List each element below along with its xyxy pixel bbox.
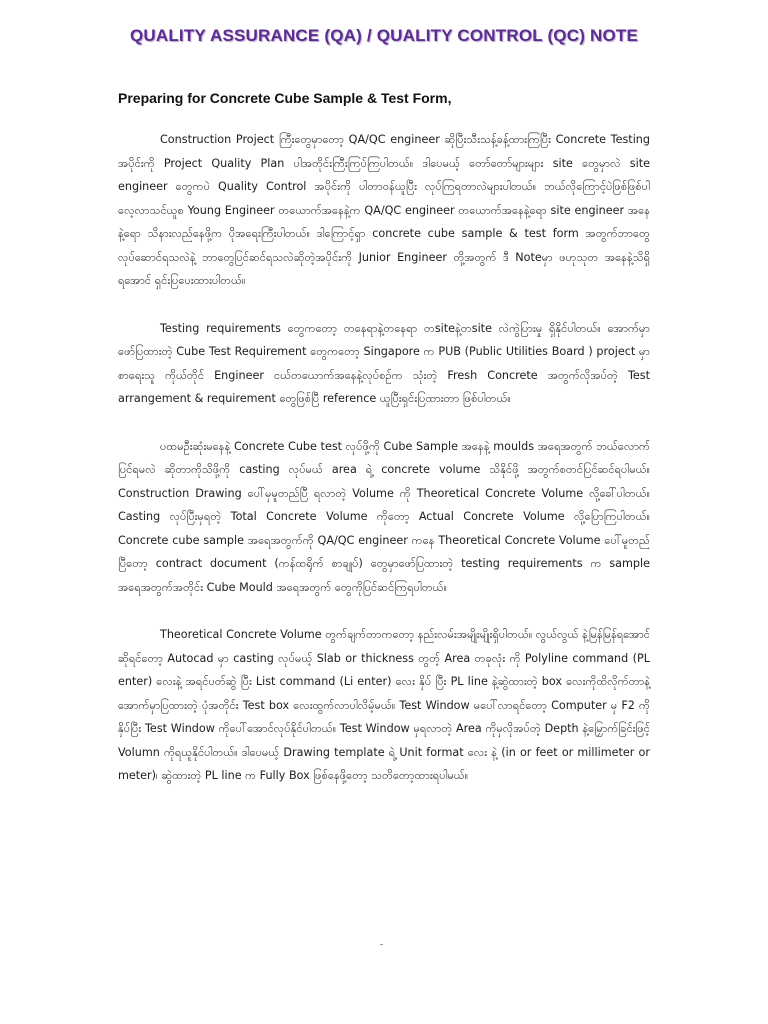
section-heading: Preparing for Concrete Cube Sample & Test Form, xyxy=(118,90,452,106)
paragraph-1: Construction Project ကြီးတွေမှာတော့ QA/QC engineer ဆိုပြီးသီးသန့်ခန့်ထားကြပြီး Concrete Testing အပိုင်းကို Project Quality Plan ပါအတိုင်းကြီးကြပ်ကြပါတယ်။ ဒါပေမယ့် တော်တော်များများ site တွေမှာလဲ site engineer တွေကပဲ Quality Control အပိုင်းကို ပါတာဝန်ယူပြီး လုပ်ကြရတာလဲများပါတယ်။ ဘယ်လိုကြောင့်ပဲဖြစ်ဖြစ်ပါ လေ့လာသင်ယူစ Young Engineer တယောက်အနေနဲ့က QA/QC engineer တယောက်အနေနဲ့ရော site engineer အနေနဲ့ရော သိနားလည်နေဖို့က ပိုအရေးကြီးပါတယ်။ ဒါကြောင့်ရှာ concrete cube sample & test form အတွက်ဘာတွေ လုပ်ဆောင်ရသလဲနဲ့ ဘာတွေပြင်ဆင်ရသလဲဆိုတဲ့အပိုင်းကို Junior Engineer တို့အတွက် ဒီ Noteမှာ ဖဟုသုတ အနေနဲ့သိရှိရအောင် ရှင်းပြပေးထားပါတယ်။ xyxy=(118,133,650,287)
paragraph-4: Theoretical Concrete Volume တွက်ချက်တာကတော့ နည်းလမ်းအမျိုးမျိုးရှိပါတယ်။ လွယ်လွယ် နဲ့မြန်မြန်ရအောင်ဆိုရင်တော့ Autocad မှာ casting လုပ်မယ့် Slab or thickness တွတ့် Area တခုလုံး ကို Polyline command (PL enter) လေးနဲ့ အရင်ပတ်ဆွဲ ပြီး List command (Li enter) လေး နှိပ် ပြီး PL line နဲ့ဆွဲထားတဲ့ box လေးကိုထိလိုက်တာနဲ့ အောက်မှာပြထားတဲ့ ပုံအတိုင်း Test box လေးထွက်လာပါလိမ့်မယ်။ Test Window မပေါ်လာရင်တော့ Computer မှ F2 ကိုနှိပ်ပြီး Test Window ကိုပေါ်အောင်လုပ်နိုင်ပါတယ်။ Test Window မှရလာတဲ့ Area ကိုမှလိုအပ်တဲ့ Depth နဲ့မြှောက်ခြင်းဖြင့် Volumn ကိုရယူနိုင်ပါတယ်။ ဒါပေမယ့် Drawing template ရဲ့ Unit format လေး နဲ့ (in or feet or millimeter or meter)၊ ဆွဲထားတဲ့ PL line က Fully Box ဖြစ်နေဖို့တော့ သတိတော့ထားရပါမယ်။ xyxy=(118,628,650,782)
document-body xyxy=(118,128,650,812)
paragraph-2: Testing requirements တွေကတော့ တနေရာနဲ့တနေရာ တsiteနဲ့တsite လဲကွဲပြားမှု ရှိနိုင်ပါတယ်။ အောက်မှာဖော်ပြထားတဲ့ Cube Test Requirement တွေကတော့ Singapore က PUB (Public Utilities Board ) project မှာ စာရေးသူ ကိုယ်တိုင် Engineer ငယ်တယောက်အနေနဲ့လုပ်စဉ်က သုံးတဲ့ Fresh Concrete အတွက်လိုအပ်တဲ့ Test arrangement & requirement တွေဖြစ်ပြီ reference ယူပြီးရှင်းပြထားတာ ဖြစ်ပါတယ်။ xyxy=(118,321,650,405)
document-title: QUALITY ASSURANCE (QA) / QUALITY CONTROL (QC) NOTE xyxy=(129,26,639,45)
page-marker xyxy=(380,944,383,945)
paragraph-3: ပထမဦးဆုံးမနေနဲ့ Concrete Cube test လုပ်ဖို့ကို Cube Sample အနေနဲ့ moulds အရေအတွက် ဘယ်လောက်ပြင်ရမလဲ ဆိုတာကိုသိဖို့ကို casting လုပ်မယ် area ရဲ့ concrete volume သိနိုင်ဖို့ အတွက်စတင်ပြင်ဆင်ရပါမယ်။ Construction Drawing ပေါ်မှမူတည်ပြီ ရလာတဲ့ Volume ကို Theoretical Concrete Volume လို့ခေါ်ပါတယ်။ Casting လုပ်ပြီးမှရတဲ့ Total Concrete Volume ကိုတော့ Actual Concrete Volume လို့ပြောကြပါတယ်။ Concrete cube sample အရေအတွက်ကို QA/QC engineer ကနေ Theoretical Concrete Volume ပေါ်မူတည်ပြီတော့ contract document (ကန်ထရိုက် စာချုပ်) တွေမှာဖော်ပြထားတဲ့ testing requirements က sample အရေအတွက်အတိုင်း Cube Mould အရေအတွက် တွေကိုပြင်ဆင်ကြရပါတယ်။ xyxy=(118,439,650,594)
